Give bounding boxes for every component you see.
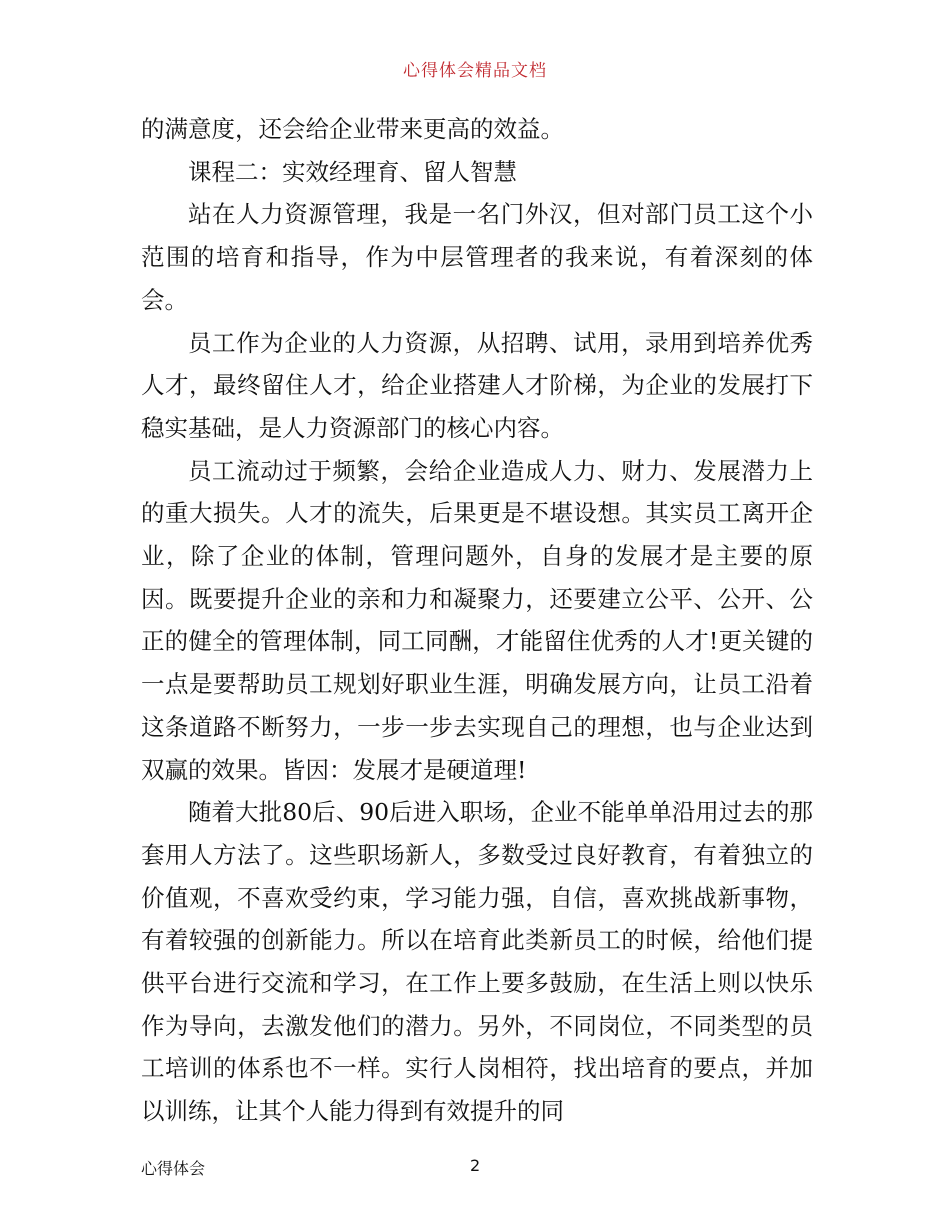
document-header-title: 心得体会精品文档 — [403, 61, 547, 81]
paragraph: 员工作为企业的人力资源，从招聘、试用，录用到培养优秀人才，最终留住人才，给企业搭建人才阶梯，为企业的发展打下稳实基础，是人力资源部门的核心内容。 — [141, 328, 813, 442]
section-heading: 课程二：实效经理育、留人智慧 — [188, 157, 517, 186]
paragraph: 站在人力资源管理，我是一名门外汉，但对部门员工这个小范围的培育和指导，作为中层管理者的我来说，有着深刻的体会。 — [141, 200, 813, 314]
paragraph: 员工流动过于频繁，会给企业造成人力、财力、发展潜力上的重大损失。人才的流失，后果更是不堪设想。其实员工离开企业，除了企业的体制，管理问题外，自身的发展才是主要的原因。既要提升企业的亲和力和凝聚力，还要建立公平、公开、公正的健全的管理体制，同工同酬，才能留住优秀的人才!更关键的一点是要帮助员工规划好职业生涯，明确发展方向，让员工沿着这条道路不断努力，一步一步去实现自己的理想，也与企业达到双赢的效果。皆因：发展才是硬道理! — [141, 456, 813, 784]
paragraph-continuation: 的满意度，还会给企业带来更高的效益。 — [141, 115, 564, 143]
footer-label: 心得体会 — [141, 1159, 206, 1178]
document-body — [141, 108, 813, 1133]
paragraph: 随着大批80后、90后进入职场，企业不能单单沿用过去的那套用人方法了。这些职场新人，多数受过良好教育，有着独立的价值观，不喜欢受约束，学习能力强，自信，喜欢挑战新事物，有着较强的创新能力。所以在培育此类新员工的时候，给他们提供平台进行交流和学习，在工作上要多鼓励，在生活上则以快乐作为导向，去激发他们的潜力。另外，不同岗位，不同类型的员工培训的体系也不一样。实行人岗相符，找出培育的要点，并加以训练，让其个人能力得到有效提升的同 — [141, 798, 813, 1126]
page-number: 2 — [470, 1156, 481, 1175]
